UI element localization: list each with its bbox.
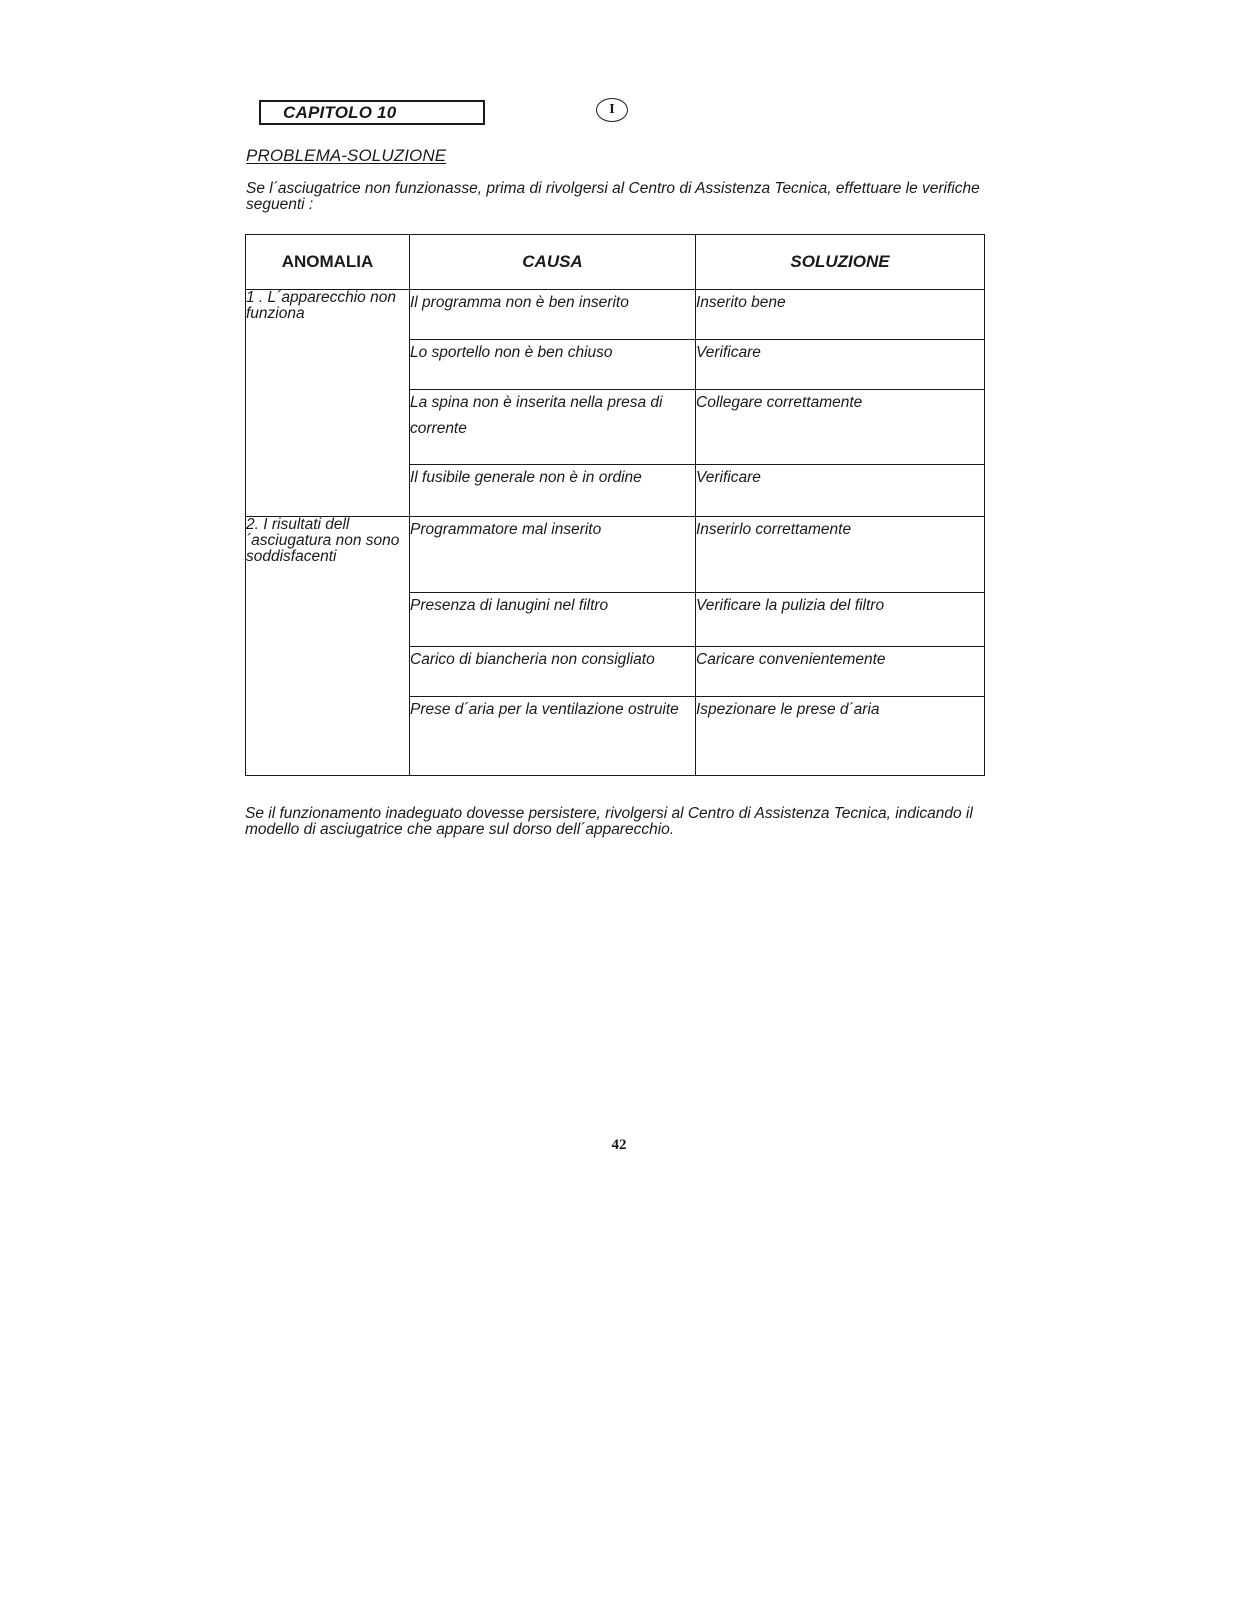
cause-cell: Prese d´aria per la ventilazione ostruite bbox=[410, 697, 696, 776]
solution-cell: Verificare la pulizia del filtro bbox=[696, 593, 985, 647]
table-row bbox=[246, 517, 985, 593]
cause-cell: Presenza di lanugini nel filtro bbox=[410, 593, 696, 647]
anomaly-cell: 1 . L´apparecchio non funziona bbox=[246, 290, 410, 517]
closing-paragraph: Se il funzionamento inadeguato dovesse persistere, rivolgersi al Centro di Assistenza Tecnica, indicando il modello di asciugatrice che appare sul dorso dell´apparecchio. bbox=[245, 805, 973, 838]
solution-cell: Caricare convenientemente bbox=[696, 647, 985, 697]
solution-cell: Inserirlo correttamente bbox=[696, 517, 985, 593]
cause-cell: Lo sportello non è ben chiuso bbox=[410, 340, 696, 390]
anomaly-cell: 2. I risultati dell´asciugatura non sono soddisfacenti bbox=[246, 517, 410, 776]
table-header-row bbox=[246, 235, 985, 290]
header-anomaly: ANOMALIA bbox=[246, 235, 410, 290]
table-row bbox=[246, 290, 985, 340]
header-solution: SOLUZIONE bbox=[696, 235, 985, 290]
chapter-label: CAPITOLO 10 bbox=[283, 103, 397, 122]
solution-cell: Ispezionare le prese d´aria bbox=[696, 697, 985, 776]
solution-cell: Verificare bbox=[696, 340, 985, 390]
cause-cell: Il fusibile generale non è in ordine bbox=[410, 465, 696, 517]
intro-paragraph: Se l´asciugatrice non funzionasse, prima di rivolgersi al Centro di Assistenza Tecnica, effettuare le verifiche seguenti : bbox=[246, 180, 980, 213]
header-cause: CAUSA bbox=[410, 235, 696, 290]
solution-cell: Inserito bene bbox=[696, 290, 985, 340]
language-marker-icon: I bbox=[596, 98, 628, 122]
page-number: 42 bbox=[611, 1137, 627, 1153]
cause-cell: Carico di biancheria non consigliato bbox=[410, 647, 696, 697]
cause-cell: Il programma non è ben inserito bbox=[410, 290, 696, 340]
cause-cell: La spina non è inserita nella presa di corrente bbox=[410, 390, 696, 465]
section-title: PROBLEMA-SOLUZIONE bbox=[246, 146, 447, 165]
table-body bbox=[246, 290, 985, 776]
solution-cell: Verificare bbox=[696, 465, 985, 517]
troubleshooting-table bbox=[245, 234, 985, 776]
solution-cell: Collegare correttamente bbox=[696, 390, 985, 465]
chapter-header-box bbox=[259, 100, 485, 125]
cause-cell: Programmatore mal inserito bbox=[410, 517, 696, 593]
